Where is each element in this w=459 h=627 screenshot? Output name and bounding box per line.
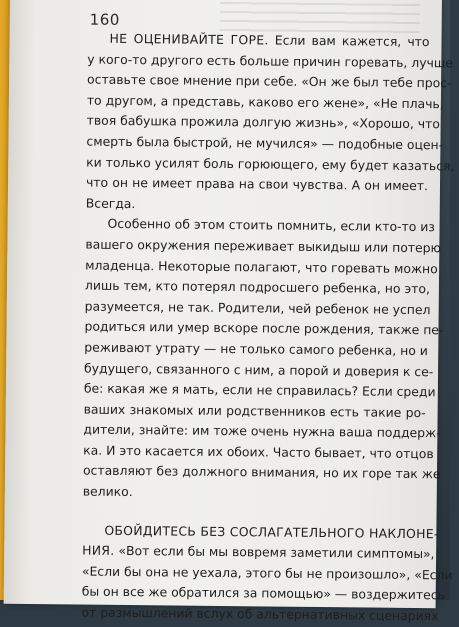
show-through-text — [220, 2, 420, 34]
text-line: разумеется, не так. Родители, чей ребенок не успел — [84, 298, 431, 317]
text-line: твоя бабушка прожила долгую жизнь», «Хорошо, что — [86, 112, 440, 132]
page-body — [81, 29, 455, 627]
section-heading: ОБОЙДИТЕСЬ БЕЗ СОСЛАГАТЕЛЬНОГО НАКЛОНЕ- — [104, 522, 439, 541]
text-line: вашего окружения переживает выкидыш или потерю — [85, 236, 442, 256]
text-line: бы он все же обратился за помощью» — воздержитесь — [81, 583, 445, 603]
text-line: будущего, связанного с ним, а порой и доверия к се- — [84, 360, 434, 379]
text-line: ка. И это касается их обоих. Часто бывает, что отцов — [83, 442, 434, 462]
page-number: 160 — [89, 10, 120, 29]
text-line: младенца. Некоторые полагают, что горевать можно — [85, 257, 438, 276]
text-line: бе: какая же я мать, если не справилась? Если среди — [83, 380, 436, 400]
text-line: Всегда. — [85, 195, 136, 211]
text-line: ки только усилят боль горюющего, ему будет казаться, — [86, 154, 455, 173]
text-line: смерть была быстрой, не мучился» — подобные оцен- — [86, 133, 444, 153]
text-line: дители, знайте: им тоже очень нужна ваша поддерж- — [83, 421, 441, 441]
text-line: реживают утрату — не только самого ребенка, но и — [84, 339, 428, 359]
section-heading: НИЯ. — [82, 542, 115, 559]
text-line: у кого-то другого есть больше причин горевать, лучше — [87, 51, 453, 70]
section-heading: НЕ ОЦЕНИВАЙТЕ ГОРЕ. — [109, 30, 269, 48]
book-page — [4, 0, 455, 624]
text-line: оставьте свое мнение при себе. «Он же был тебе прос- — [87, 71, 452, 91]
text-line: «Если бы она не уехала, этого бы не произошло», «Если — [81, 563, 453, 583]
text-line: ваших знакомых или родственников есть такие ро- — [83, 401, 426, 420]
text-line: Особенно об этом стоить помнить, если кто-то из — [107, 216, 436, 235]
text-line: от размышлений вслух об альтернативных сценариях — [81, 604, 439, 624]
text-line: НИЯ. «Вот если бы мы вовремя заметили симптомы», — [82, 542, 435, 562]
text-line: велико. — [82, 483, 133, 500]
text-line: что он не имеет права на свои чувства. А он имеет. — [85, 174, 429, 194]
text-line: то другом, а представь, каково его жене», «Не плачь, — [86, 92, 444, 112]
text-line: родиться или умер вскоре после рождения, также пе- — [84, 318, 444, 338]
text-line: оставляют без должного внимания, но их горе так же — [82, 462, 441, 482]
text-line: лишь тем, кто потерял подросшего ребенка, но это, — [84, 277, 431, 297]
text-line: НЕ ОЦЕНИВАЙТЕ ГОРЕ. Если вам кажется, что — [109, 30, 430, 50]
